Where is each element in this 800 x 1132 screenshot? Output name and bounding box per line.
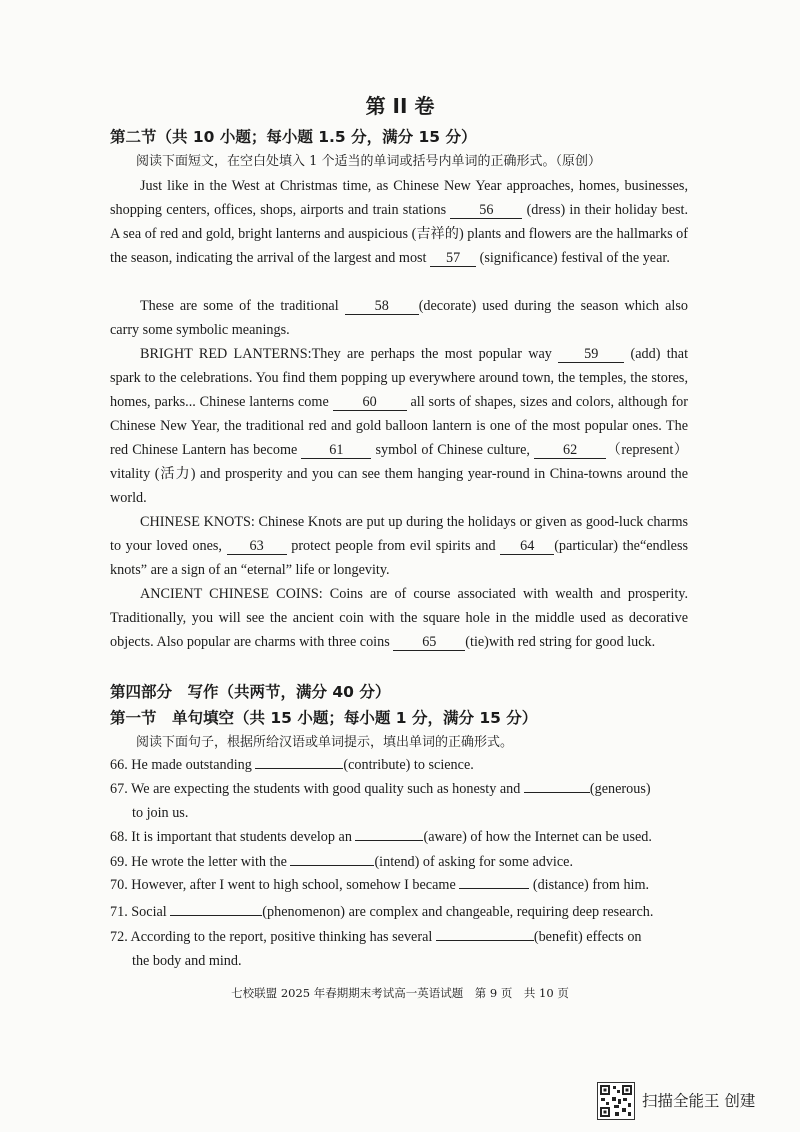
list-item-72: 72. According to the report, positive thinking has several (benefit) effects on the body and mind. bbox=[110, 929, 642, 969]
answer-blank-70[interactable] bbox=[459, 888, 529, 889]
page-footer: 七校联盟 2025 年春期期末考试高一英语试题 第 9 页 共 10 页 bbox=[231, 986, 569, 1000]
answer-blank-71[interactable] bbox=[170, 915, 262, 916]
blank-57: 57 bbox=[430, 250, 476, 267]
section-2-instruction: 阅读下面短文，在空白处填入 1 个适当的单词或括号内单词的正确形式。（原创） bbox=[136, 154, 602, 169]
passage-paragraph-2: These are some of the traditional 58 (decorate) used during the season which also carry some symbolic meanings. bbox=[110, 298, 688, 338]
passage-paragraph-5: ANCIENT CHINESE COINS: Coins are of course associated with wealth and prosperity. Traditionally, you will see the ancient coin with the square hole in the middle used as decorative objects. Also popular are charms with three coins 65 (tie)with red string for good luck. bbox=[110, 586, 688, 650]
list-item-67: 67. We are expecting the students with good quality such as honesty and (generous) to join us. bbox=[110, 781, 651, 821]
blank-65: 65 bbox=[393, 634, 465, 651]
page-title: 第 II 卷 bbox=[365, 94, 435, 118]
passage-paragraph-1: Just like in the West at Christmas time, as Chinese New Year approaches, homes, businesses, shopping centers, offices, shops, airports and train stations 56 (dress) in their holiday best. A sea of red and gold, bright lanterns and auspicious (吉祥的) plants and flowers are the hallmarks of the season, indicating the arrival of the largest and most 57 (significance) festival of the year. bbox=[110, 178, 689, 266]
blank-64: 64 bbox=[500, 538, 554, 555]
list-item-70: 70. However, after I went to high school, somehow I became (distance) from him. bbox=[110, 877, 650, 893]
blank-59: 59 bbox=[558, 346, 624, 363]
blank-61: 61 bbox=[301, 442, 371, 459]
answer-blank-66[interactable] bbox=[255, 768, 343, 769]
scanner-watermark: 扫描全能王 创建 bbox=[642, 1092, 756, 1110]
section-1-heading: 第一节 单句填空（共 15 小题；每小题 1 分，满分 15 分） bbox=[110, 709, 538, 727]
answer-blank-72[interactable] bbox=[436, 940, 534, 941]
section-1-instruction: 阅读下面句子，根据所给汉语或单词提示，填出单词的正确形式。 bbox=[136, 735, 514, 750]
qr-code-icon bbox=[597, 1082, 635, 1120]
answer-blank-69[interactable] bbox=[290, 865, 374, 866]
answer-blank-68[interactable] bbox=[355, 840, 423, 841]
list-item-69: 69. He wrote the letter with the (intend) of asking for some advice. bbox=[110, 854, 574, 870]
blank-60: 60 bbox=[333, 394, 407, 411]
list-item-68: 68. It is important that students develop an (aware) of how the Internet can be used. bbox=[110, 829, 652, 845]
blank-62: 62 bbox=[534, 442, 606, 459]
list-item-71: 71. Social (phenomenon) are complex and changeable, requiring deep research. bbox=[110, 904, 654, 920]
part-4-heading: 第四部分 写作（共两节，满分 40 分） bbox=[110, 683, 391, 701]
section-2-heading: 第二节（共 10 小题；每小题 1.5 分，满分 15 分） bbox=[110, 128, 477, 146]
passage-paragraph-4: CHINESE KNOTS: Chinese Knots are put up during the holidays or given as good-luck charms to your loved ones, 63 protect people from evil spirits and 64 (particular) the“endless knots” are a sign of an “eternal” life or longevity. bbox=[110, 514, 689, 578]
passage-paragraph-3: BRIGHT RED LANTERNS:They are perhaps the most popular way 59 (add) that spark to the celebrations. You find them popping up everywhere around town, the temples, the stores, homes, parks... Chinese lanterns come 60 all sorts of shapes, sizes and colors, although for Chinese New Year, the traditional red and gold balloon lantern is one of the most popular ones. The red Chinese Lantern has become 61 symbol of Chinese culture, 62 （represent）vitality (活力) and prosperity and you can see them hanging year-round in China-towns around the world. bbox=[110, 346, 689, 506]
answer-blank-67[interactable] bbox=[524, 792, 590, 793]
blank-58: 58 bbox=[345, 298, 419, 315]
blank-56: 56 bbox=[450, 202, 522, 219]
list-item-66: 66. He made outstanding (contribute) to science. bbox=[110, 757, 474, 773]
blank-63: 63 bbox=[227, 538, 287, 555]
